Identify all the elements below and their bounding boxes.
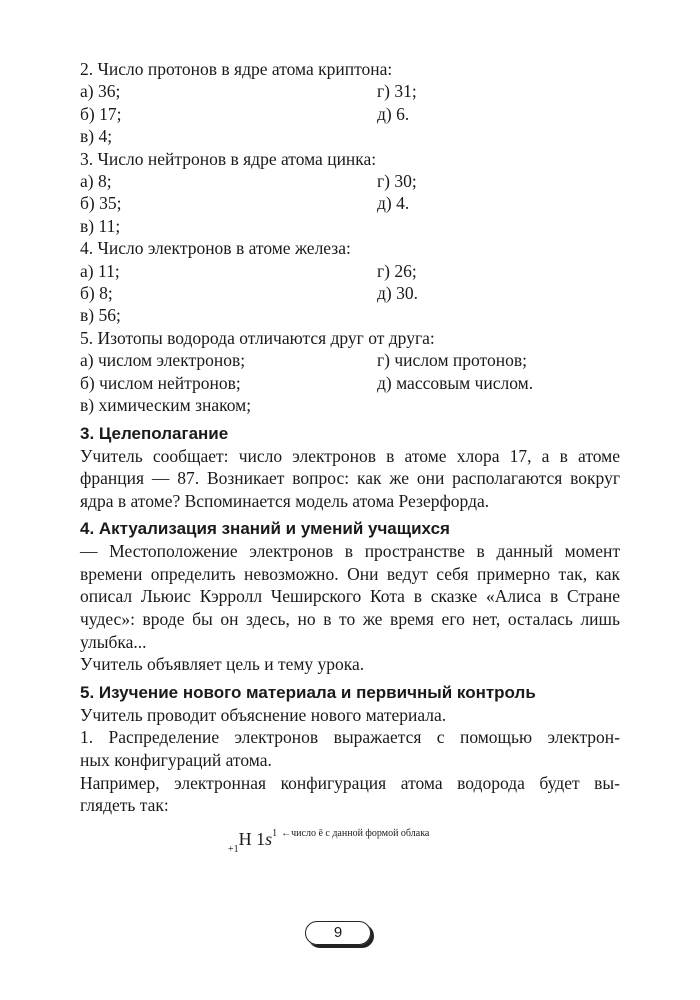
question-2-options	[80, 80, 620, 147]
text-line: ядра в атоме? Вспоминается модель атома Резерфорда.	[80, 490, 490, 511]
option-v: в) 11;	[80, 215, 121, 236]
section-5-point-1	[80, 726, 620, 771]
page-number: 9	[305, 921, 371, 945]
section-4-goal-paragraph	[80, 653, 620, 676]
option-d: д) 6.	[377, 103, 410, 124]
option-b: б) числом нейтронов;	[80, 372, 241, 393]
option-a: а) числом электронов;	[80, 350, 246, 371]
energy-level: 1	[256, 829, 266, 849]
question-5-stem: 5. Изотопы водорода отличаются друг от друга:	[80, 327, 435, 348]
section-5-example	[80, 772, 620, 817]
text-line: улыбка...	[80, 631, 147, 652]
text-line: франция — 87. Возникает вопрос: как же они располагаются вокруг	[80, 468, 620, 489]
section-4-paragraph	[80, 540, 620, 653]
option-v: в) 4;	[80, 126, 113, 147]
section-5-intro	[80, 704, 620, 727]
text-line: описал Льюис Кэрролл Чеширского Кота в сказке «Алиса в Стране	[80, 586, 620, 607]
section-5-heading: 5. Изучение нового материала и первичный контроль	[80, 682, 536, 702]
option-d: д) 4.	[377, 193, 410, 214]
text-line: глядеть так:	[80, 795, 169, 816]
question-5-options	[80, 349, 620, 416]
text-line: Например, электронная конфигурация атома водорода будет вы-	[80, 772, 620, 793]
nuclear-charge: +1	[228, 844, 239, 855]
text-line: 1. Распределение электронов выражается с помощью электрон-	[80, 727, 620, 748]
electron-configuration-formula	[228, 828, 429, 855]
electron-count: 1	[272, 828, 278, 839]
section-3-heading: 3. Целеполагание	[80, 423, 229, 443]
element-symbol: H	[238, 829, 252, 849]
option-b: б) 8;	[80, 283, 113, 304]
option-v: в) 56;	[80, 305, 121, 326]
section-3-paragraph	[80, 445, 620, 513]
option-d: д) массовым числом.	[377, 372, 534, 393]
option-a: а) 8;	[80, 171, 112, 192]
option-g: г) 26;	[377, 260, 417, 281]
text-line: Учитель проводит объяснение нового материала.	[80, 704, 447, 725]
question-4-options	[80, 260, 620, 327]
text-line: ных конфигураций атома.	[80, 750, 272, 771]
sublevel: s	[265, 829, 273, 849]
option-v: в) химическим знаком;	[80, 395, 252, 416]
page-body	[80, 58, 620, 817]
option-a: а) 11;	[80, 260, 120, 281]
text-line: чудес»: вроде бы он здесь, но в то же время его нет, осталась лишь	[80, 609, 620, 630]
option-g: г) 30;	[377, 171, 417, 192]
text-line: времени определить невозможно. Они ведут себя примерно так, как	[80, 563, 620, 584]
question-4-stem: 4. Число электронов в атоме железа:	[80, 238, 351, 259]
option-b: б) 35;	[80, 193, 122, 214]
question-3-options	[80, 170, 620, 237]
text-line: Учитель объявляет цель и тему урока.	[80, 654, 365, 675]
text-line: — Местоположение электронов в пространстве в данный момент	[80, 541, 620, 562]
option-a: а) 36;	[80, 81, 121, 102]
option-d: д) 30.	[377, 283, 418, 304]
question-2-stem: 2. Число протонов в ядре атома криптона:	[80, 59, 393, 79]
question-3-stem: 3. Число нейтронов в ядре атома цинка:	[80, 148, 377, 169]
option-g: г) числом протонов;	[377, 350, 527, 371]
formula-annotation: ←число ē с данной формой облака	[281, 828, 430, 839]
option-b: б) 17;	[80, 103, 122, 124]
option-g: г) 31;	[377, 81, 417, 102]
section-4-heading: 4. Актуализация знаний и умений учащихся	[80, 519, 450, 539]
text-line: Учитель сообщает: число электронов в атоме хлора 17, а в атоме	[80, 445, 620, 466]
